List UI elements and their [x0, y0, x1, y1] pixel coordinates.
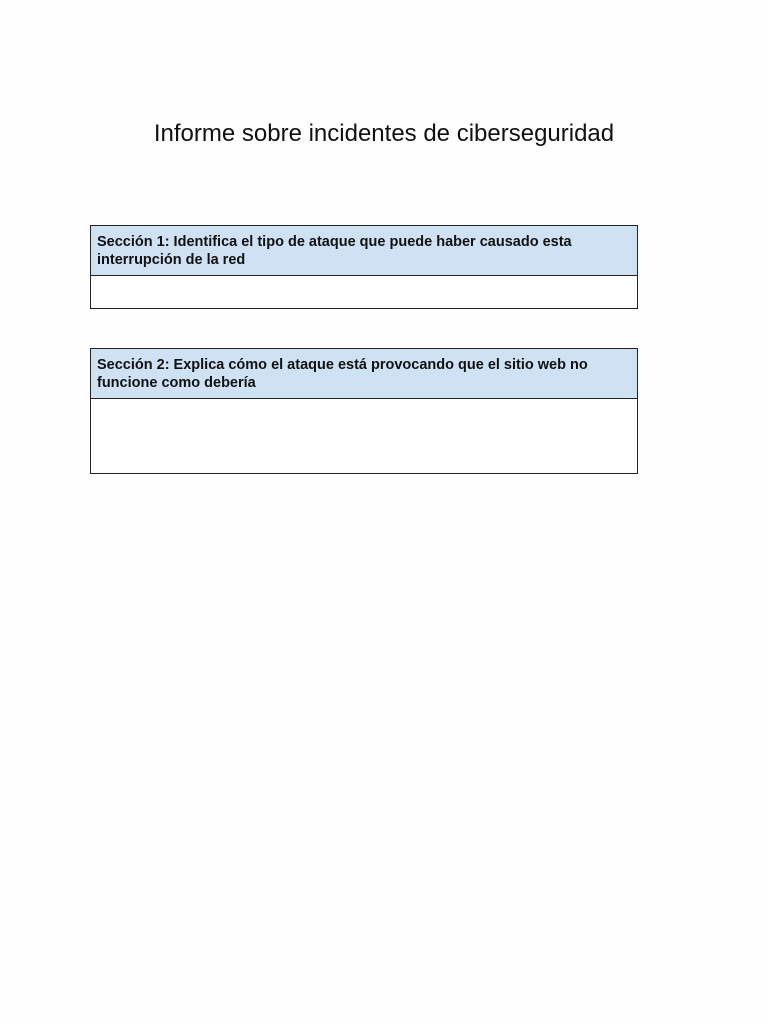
- section-2-heading: Sección 2: Explica cómo el ataque está provocando que el sitio web no funcione como debería: [91, 349, 637, 399]
- section-1-response-cell[interactable]: [91, 276, 637, 308]
- section-1-heading: Sección 1: Identifica el tipo de ataque que puede haber causado esta interrupción de la red: [91, 226, 637, 276]
- section-2-table: [90, 348, 638, 474]
- page-title: Informe sobre incidentes de ciberseguridad: [153, 120, 615, 147]
- section-1-table: [90, 225, 638, 309]
- section-2-response-cell[interactable]: [91, 399, 637, 473]
